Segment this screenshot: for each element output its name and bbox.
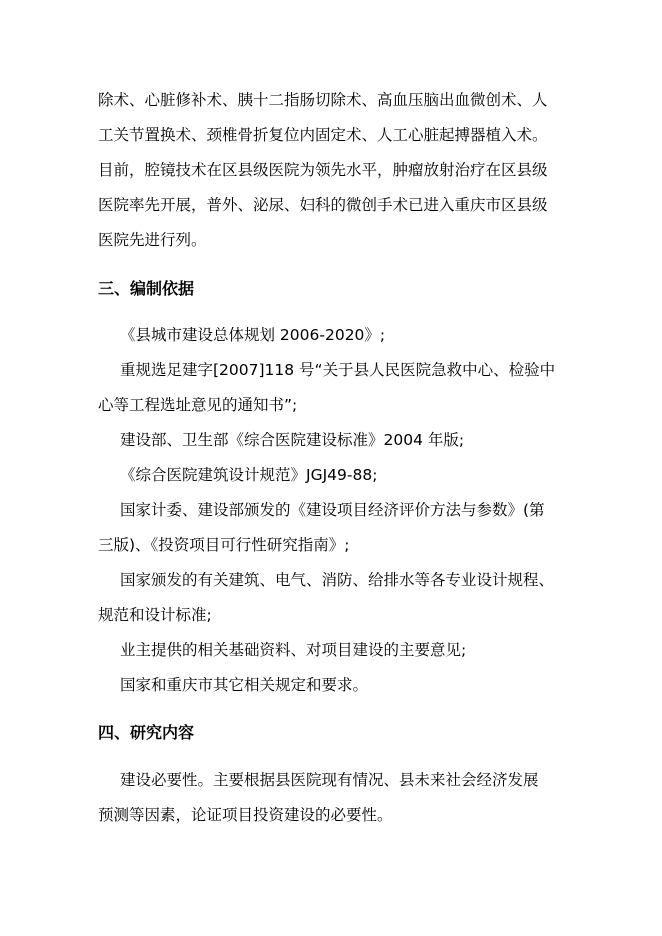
basis-item: 国家计委、建设部颁发的《建设项目经济评价方法与参数》(第 xyxy=(120,501,545,519)
intro-line: 除术、心脏修补术、胰十二指肠切除术、高血压脑出血微创术、人 xyxy=(98,91,548,109)
content-line: 预测等因素，论证项目投资建设的必要性。 xyxy=(98,806,393,824)
basis-item-continuation: 心等工程选址意见的通知书”; xyxy=(98,396,298,414)
intro-line: 目前，腔镜技术在区县级医院为领先水平，肿瘤放射治疗在区县级 xyxy=(98,161,548,179)
basis-item: 重规选足建字[2007]118 号“关于县人民医院急救中心、检验中 xyxy=(120,361,556,379)
basis-item: 《县城市建设总体规划 2006-2020》; xyxy=(120,326,386,344)
content-line: 建设必要性。主要根据县医院现有情况、县未来社会经济发展 xyxy=(120,771,539,789)
basis-item-continuation: 三版)、《投资项目可行性研究指南》; xyxy=(98,536,350,554)
intro-line: 工关节置换术、颈椎骨折复位内固定术、人工心脏起搏器植入术。 xyxy=(98,126,548,144)
section-heading-basis: 三、编制依据 xyxy=(98,279,195,298)
basis-item: 建设部、卫生部《综合医院建设标准》2004 年版; xyxy=(120,431,465,449)
basis-item: 国家和重庆市其它相关规定和要求。 xyxy=(120,676,369,694)
section-heading-content: 四、研究内容 xyxy=(98,723,195,742)
basis-item: 国家颁发的有关建筑、电气、消防、给排水等各专业设计规程、 xyxy=(120,571,555,589)
intro-line: 医院率先开展，普外、泌尿、妇科的微创手术已进入重庆市区县级 xyxy=(98,196,548,214)
basis-item: 《综合医院建筑设计规范》JGJ49-88; xyxy=(120,466,378,484)
basis-item-continuation: 规范和设计标准; xyxy=(98,606,212,624)
basis-item: 业主提供的相关基础资料、对项目建设的主要意见; xyxy=(120,641,467,659)
intro-line: 医院先进行列。 xyxy=(98,231,207,249)
